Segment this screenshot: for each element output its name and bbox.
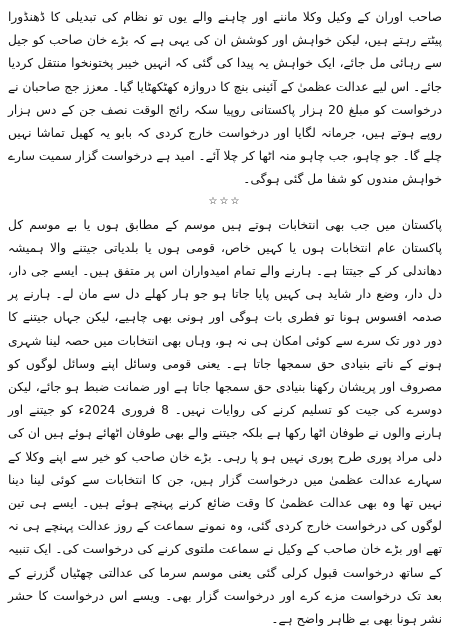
article-paragraph-1: صاحب اوران کے وکیل وکلا ماننے اور چاہنے والے یوں تو نظام کی تبدیلی کا ڈھنڈورا پیٹتے رہتے ہیں، لیکن خواہش اور کوشش ان کی یہی ہے کہ بڑے خان صاحب کو جیل سے رہائی مل جائے، ایک خواہش یہ پیدا کی گئی کہ انہیں خیبر پختونخوا منتقل کردیا جائے۔ اس لیے عدالت عظمیٰ کے آئینی بنچ کا دروازہ کھٹکھٹایا گیا۔ معزز جج صاحبان نے درخواست کو مبلغ 20 ہزار پاکستانی روپیا سکہ رائج الوقت نصف جن کے دس ہزار روپے ہوتے ہیں، جرمانہ لگایا اور درخواست خارج کردی کہ بابو یہ کھیل تماشا نہیں چلے گا۔ جو چاہو، جب چاہو منہ اٹھا کر چلا آئے۔ امید ہے درخواست گزار سمیت سارے خواہش مندوں کو شفا مل گئی ہوگی۔ [8, 10, 442, 187]
article-paragraph-2: پاکستان میں جب بھی انتخابات ہوتے ہیں موسم کے مطابق ہوں یا بے موسم کل پاکستان عام انتخابات ہوں یا کہیں خاص، قومی ہوں یا بلدیاتی جیتنے والا ہمیشہ دھاندلی کر کے جیتتا ہے۔ ہارنے والے تمام امیدواران اس پر متفق ہیں۔ ایسے جی دار، دل دار، وضع دار شاید ہی کہیں پایا جاتا ہو جو ہار کھلے دل سے مان لے۔ ہارنے پر صدمہ افسوس ہونا تو فطری بات ہوگی اور ہونی بھی چاہیے، لیکن جہاں جیتنے کا دور دور تک سرے سے کوئی امکان ہی نہ ہو، وہاں بھی انتخابات میں حصہ لینا شہری ہونے کے ناتے بنیادی حق سمجھا جاتا ہے۔ یعنی قومی وسائل اپنے وسائل لوگوں کو مصروف اور پریشان رکھنا بنیادی حق سمجھا جاتا ہے اور ضمانت ضبط ہو جائے، لیکن دوسرے کی جیت کو تسلیم کرنے کی روایات نہیں۔ 8 فروری 2024ء کو جیتنے اور ہارنے والوں نے طوفان اٹھا رکھا ہے بلکہ جیتنے والے بھی طوفان اٹھائے ہوئے ہیں ان کی دلی مراد پوری طرح پوری نہیں ہو پا رہی۔ بڑے خان صاحب کو خیر سے اپنے وکلا کے سہارے عدالت عظمیٰ میں درخواست گزار ہیں، جن کا انتخابات سے کوئی لینا دینا نہیں تھا وہ بھی عدالت عظمیٰ کا وقت ضائع کرنے پہنچے ہوئے ہیں۔ ایسے ہی تین لوگوں کی درخواست خارج کردی گئی، وہ نمونے سماعت کے روز عدالت پہنچے ہی نہ تھے اور بڑے خان صاحب کے وکیل نے سماعت ملتوی کرنے کی درخواست کی۔ ایک تنبیہ کے ساتھ درخواست قبول کرلی گئی یعنی موسم سرما کی عدالتی چھٹیاں گزرنے کے بعد تک درخواست مزے کرے اور درخواست گزار بھی۔ ویسے اس درخواست کا حشر نشر ہونا بھی بے ظاہر واضح ہے۔ [8, 217, 443, 627]
section-separator-stars: ☆☆☆ [208, 195, 242, 207]
